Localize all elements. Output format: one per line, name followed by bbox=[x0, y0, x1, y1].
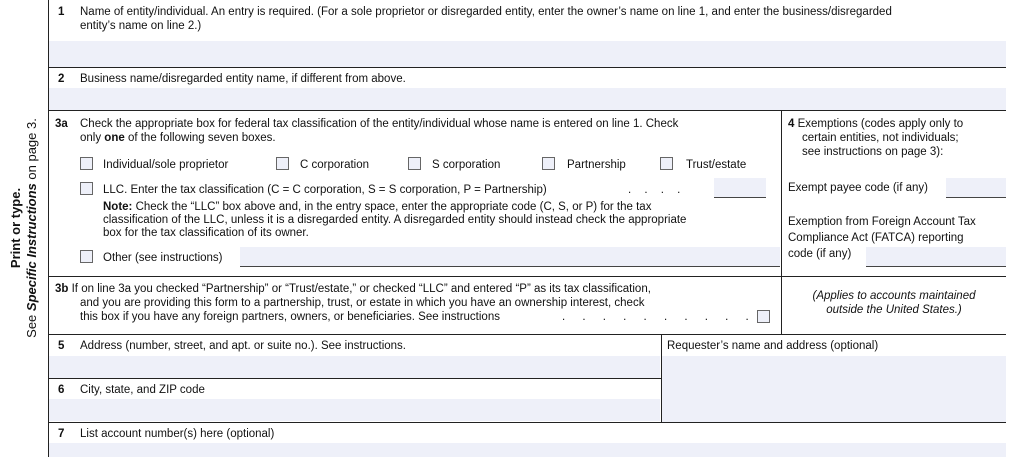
line3b-label-b: and you are providing this form to a partnership, trust, or estate in which you have an ownership interest, check bbox=[80, 297, 645, 309]
line4-label-c: see instructions on page 3): bbox=[802, 146, 944, 158]
line1-label-a: Name of entity/individual. An entry is required. (For a sole proprietor or disregarded entity, enter the owner’s name on line 1, and enter the business/disregarded bbox=[80, 6, 892, 18]
fatca-label-b: Compliance Act (FATCA) reporting bbox=[788, 232, 964, 244]
line5-number: 5 bbox=[58, 340, 65, 352]
partnership-label: Partnership bbox=[567, 159, 626, 171]
requester-input[interactable] bbox=[662, 356, 1006, 422]
foreign-partners-checkbox[interactable] bbox=[757, 310, 770, 323]
divider bbox=[48, 422, 1006, 423]
llc-classification-input[interactable] bbox=[714, 178, 766, 197]
line3b-text-a: If on line 3a you checked “Partnership” or “Trust/estate,” or checked “LLC” and entered “P” as its tax classification, bbox=[68, 283, 651, 295]
fatca-label-c: code (if any) bbox=[788, 248, 852, 260]
divider bbox=[48, 276, 1006, 277]
sidebar-instructions bbox=[8, 118, 40, 338]
line2-number: 2 bbox=[58, 73, 65, 85]
see-prefix: See bbox=[24, 311, 39, 338]
line3b-label-a bbox=[55, 282, 651, 296]
requester-label: Requester’s name and address (optional) bbox=[667, 340, 879, 352]
line3a-label-b-post: of the following seven boxes. bbox=[124, 132, 276, 144]
applies-label-b: outside the United States.) bbox=[826, 304, 962, 316]
divider bbox=[48, 67, 1006, 68]
line1-label-b: entity’s name on line 2.) bbox=[80, 20, 202, 32]
individual-label: Individual/sole proprietor bbox=[103, 159, 229, 171]
partnership-checkbox[interactable] bbox=[542, 157, 555, 170]
s-corporation-checkbox[interactable] bbox=[408, 157, 421, 170]
line3b-dots: . . . . . . . . . . bbox=[562, 311, 756, 323]
s-corporation-label: S corporation bbox=[432, 159, 501, 171]
line3b-number: 3b bbox=[55, 283, 69, 295]
city-state-zip-input[interactable] bbox=[49, 399, 660, 421]
exempt-payee-label: Exempt payee code (if any) bbox=[788, 182, 928, 194]
line2-business-name-input[interactable] bbox=[49, 88, 1006, 110]
other-input[interactable] bbox=[240, 247, 780, 266]
llc-label: LLC. Enter the tax classification (C = C corporation, S = S corporation, P = Partnership) bbox=[103, 184, 547, 196]
line3b-label-c: this box if you have any foreign partners, owners, or beneficiaries. See instructions bbox=[80, 311, 500, 323]
exempt-payee-input[interactable] bbox=[946, 178, 1006, 197]
llc-dots: . . . . bbox=[628, 184, 686, 196]
line3a-label-b-pre: only bbox=[80, 132, 105, 144]
specific-instructions: Specific Instructions bbox=[24, 183, 39, 312]
c-corporation-label: C corporation bbox=[300, 159, 370, 171]
trust-estate-label: Trust/estate bbox=[686, 159, 747, 171]
line4-text-a: Exemptions (codes apply only to bbox=[797, 118, 964, 130]
line1-number: 1 bbox=[58, 6, 65, 18]
line3a-number: 3a bbox=[55, 118, 68, 130]
page-ref: on page 3. bbox=[24, 118, 39, 184]
line4-label-b: certain entities, not individuals; bbox=[802, 132, 959, 144]
line5-label: Address (number, street, and apt. or suite no.). See instructions. bbox=[80, 340, 406, 352]
llc-note-c: box for the tax classification of its owner. bbox=[103, 227, 309, 239]
other-label: Other (see instructions) bbox=[103, 252, 223, 264]
exempt-payee-underline bbox=[946, 197, 1006, 198]
line2-label: Business name/disregarded entity name, if different from above. bbox=[80, 73, 406, 85]
note-text-a: Check the “LLC” box above and, in the entry space, enter the appropriate code (C, S, or P) for the tax bbox=[132, 201, 652, 213]
column-divider bbox=[781, 110, 782, 334]
sidebar bbox=[0, 0, 48, 457]
other-checkbox[interactable] bbox=[80, 250, 93, 263]
fatca-label-a: Exemption from Foreign Account Tax bbox=[788, 216, 976, 228]
address-input[interactable] bbox=[49, 356, 660, 378]
llc-checkbox[interactable] bbox=[80, 182, 93, 195]
fatca-underline bbox=[866, 266, 1006, 267]
divider bbox=[48, 110, 1006, 111]
llc-input-underline bbox=[714, 197, 766, 198]
applies-label-a: (Applies to accounts maintained bbox=[812, 290, 976, 302]
llc-note-b: classification of the LLC, unless it is a disregarded entity. A disregarded entity should instead check the appropriate bbox=[103, 214, 687, 226]
line3a-label-b-bold: one bbox=[104, 132, 125, 144]
print-or-type: Print or type. bbox=[8, 187, 23, 269]
line1-name-input[interactable] bbox=[49, 41, 1006, 67]
line7-label: List account number(s) here (optional) bbox=[80, 428, 275, 440]
divider bbox=[48, 334, 1006, 335]
fatca-code-input[interactable] bbox=[866, 247, 1006, 266]
line4-number: 4 bbox=[788, 118, 795, 130]
other-input-underline bbox=[240, 266, 780, 267]
line6-label: City, state, and ZIP code bbox=[80, 384, 205, 396]
note-bold: Note: bbox=[103, 201, 133, 213]
llc-note-a bbox=[103, 201, 651, 214]
line7-number: 7 bbox=[58, 428, 65, 440]
account-numbers-input[interactable] bbox=[49, 443, 1006, 457]
line3a-label-a: Check the appropriate box for federal tax classification of the entity/individual whose name is entered on line 1. Check bbox=[80, 118, 679, 130]
trust-estate-checkbox[interactable] bbox=[660, 157, 673, 170]
individual-checkbox[interactable] bbox=[80, 157, 93, 170]
divider bbox=[48, 378, 661, 379]
line4-label-a bbox=[788, 117, 963, 131]
line6-number: 6 bbox=[58, 384, 65, 396]
c-corporation-checkbox[interactable] bbox=[276, 157, 289, 170]
line3a-label-b bbox=[80, 131, 276, 145]
form-left-border bbox=[48, 0, 49, 457]
